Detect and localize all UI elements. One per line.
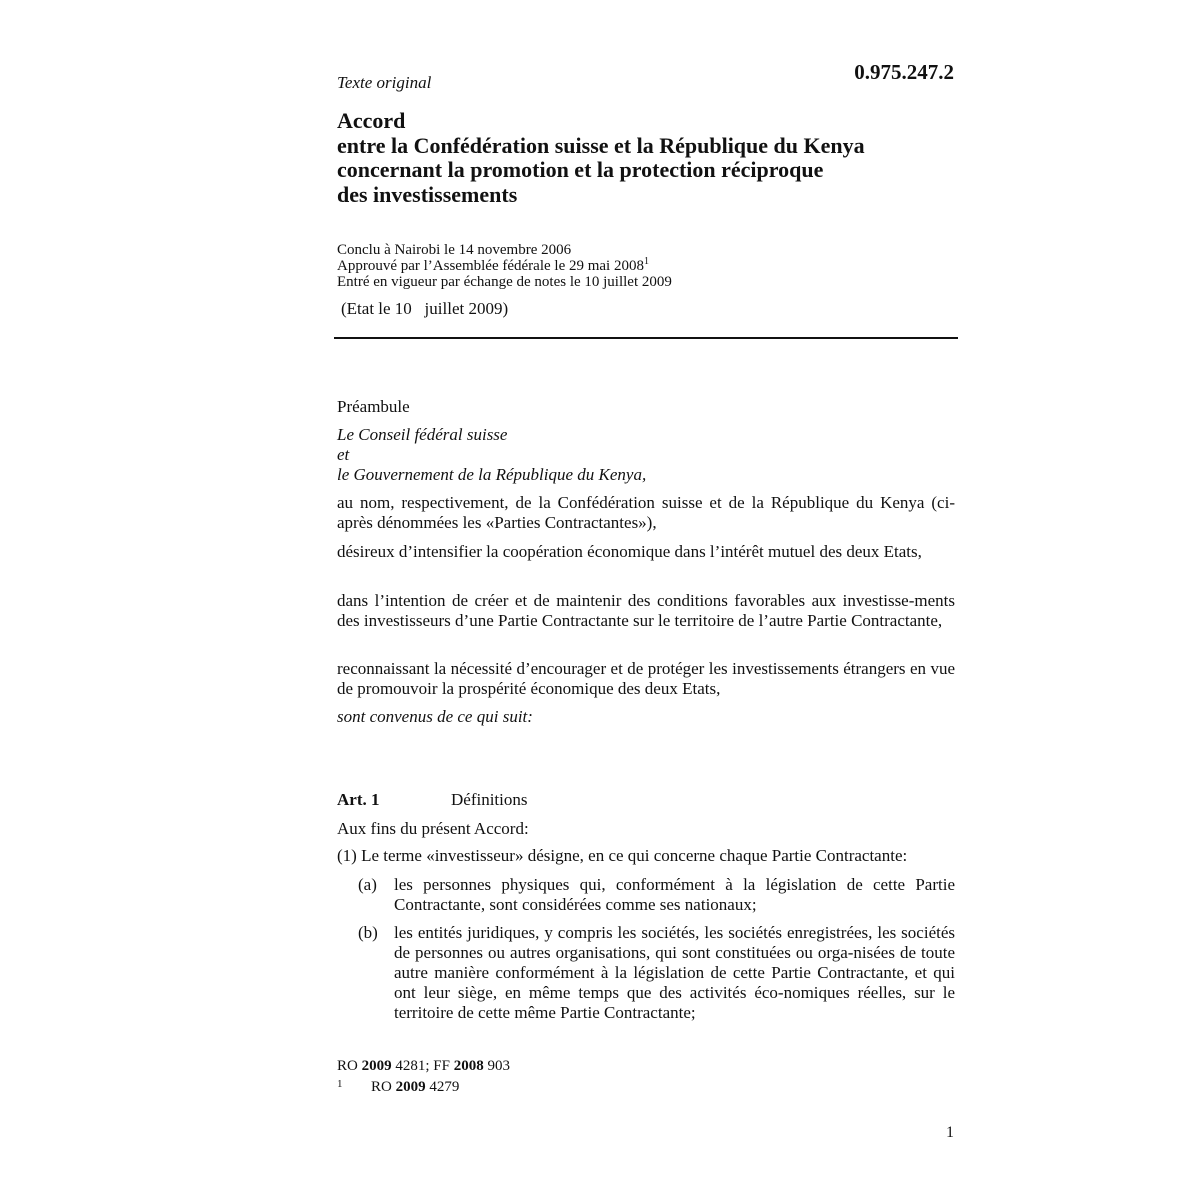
ref-text: 4281; FF <box>391 1058 454 1074</box>
article-title: Définitions <box>451 790 528 809</box>
list-item-b <box>358 923 955 1023</box>
approved-line <box>337 258 957 274</box>
title-line: des investissements <box>337 181 518 207</box>
footnote-mark: 1 <box>337 1078 343 1090</box>
approved-text: Approuvé par l’Assemblée fédérale le 29 mai 2008 <box>337 258 644 274</box>
preamble-party-1: Le Conseil fédéral suisse <box>337 425 508 444</box>
footnote-ref: 1 <box>643 256 649 267</box>
header-divider <box>334 337 958 339</box>
ref-year: 2009 <box>395 1079 426 1095</box>
sr-number: 0.975.247.2 <box>854 60 954 84</box>
title-line: concernant la promotion et la protection réciproque <box>337 157 824 182</box>
agreement-title <box>337 109 957 207</box>
preamble-paragraph: dans l’intention de créer et de maintenir des conditions favorables aux investisse-ments des investisseurs d’une Partie Contractante sur le territoire de l’autre Partie Contractante, <box>337 591 955 630</box>
ref-year: 2009 <box>361 1058 392 1074</box>
preamble-closing: sont convenus de ce qui suit: <box>337 707 533 726</box>
page-number: 1 <box>946 1124 954 1141</box>
ref-text: RO <box>337 1058 362 1074</box>
article-intro: Aux fins du présent Accord: <box>337 819 529 838</box>
list-text: les personnes physiques qui, conformément à la législation de cette Partie Contractante, sont considérées comme ses nationaux; <box>394 875 955 914</box>
title-line: entre la Confédération suisse et la République du Kenya <box>337 132 865 158</box>
article-paragraph-1: (1) Le terme «investisseur» désigne, en ce qui concerne chaque Partie Contractante: <box>337 846 908 865</box>
footnote-1 <box>337 1078 459 1097</box>
ref-text: RO <box>371 1079 396 1095</box>
article-number: Art. 1 <box>337 790 380 809</box>
ref-text: 903 <box>483 1058 510 1074</box>
original-text-label: Texte original <box>337 73 432 92</box>
preamble-paragraph: désireux d’intensifier la coopération économique dans l’intérêt mutuel des deux Etats, <box>337 542 922 561</box>
preamble-paragraph: reconnaissant la nécessité d’encourager et de protéger les investissements étrangers en vue de promouvoir la prospérité économique des deux Etats, <box>337 659 955 698</box>
entered-line: Entré en vigueur par échange de notes le 10 juillet 2009 <box>337 274 672 290</box>
concluded-line: Conclu à Nairobi le 14 novembre 2006 <box>337 242 572 258</box>
ref-text: 4279 <box>425 1079 460 1095</box>
list-text: les entités juridiques, y compris les sociétés, les sociétés enregistrées, les sociétés de personnes ou autres organisations, qui sont constituées ou orga-nisées de toute autre manière conformément à la législation de cette Partie Contractante, et qui ont leur siège, en même temps que des activités éco-nomiques réelles, sur le territoire de cette même Partie Contractante; <box>394 923 955 1022</box>
list-label: (a) <box>358 875 377 894</box>
agreement-metadata <box>337 242 957 290</box>
article-heading <box>337 790 528 810</box>
preamble-party-2: le Gouvernement de la République du Kenya, <box>337 465 647 484</box>
list-item-a <box>358 875 955 915</box>
preamble-heading: Préambule <box>337 397 410 416</box>
title-line: Accord <box>337 108 406 133</box>
preamble-and: et <box>337 445 350 464</box>
preamble-paragraph: au nom, respectivement, de la Confédération suisse et de la République du Kenya (ci-après dénommées les «Parties Contractantes»), <box>337 493 955 532</box>
state-date <box>341 299 508 319</box>
publication-reference <box>337 1057 510 1076</box>
ref-year: 2008 <box>453 1058 484 1074</box>
state-text: (Etat le 10 juillet 2009) <box>341 299 509 318</box>
list-label: (b) <box>358 923 378 942</box>
